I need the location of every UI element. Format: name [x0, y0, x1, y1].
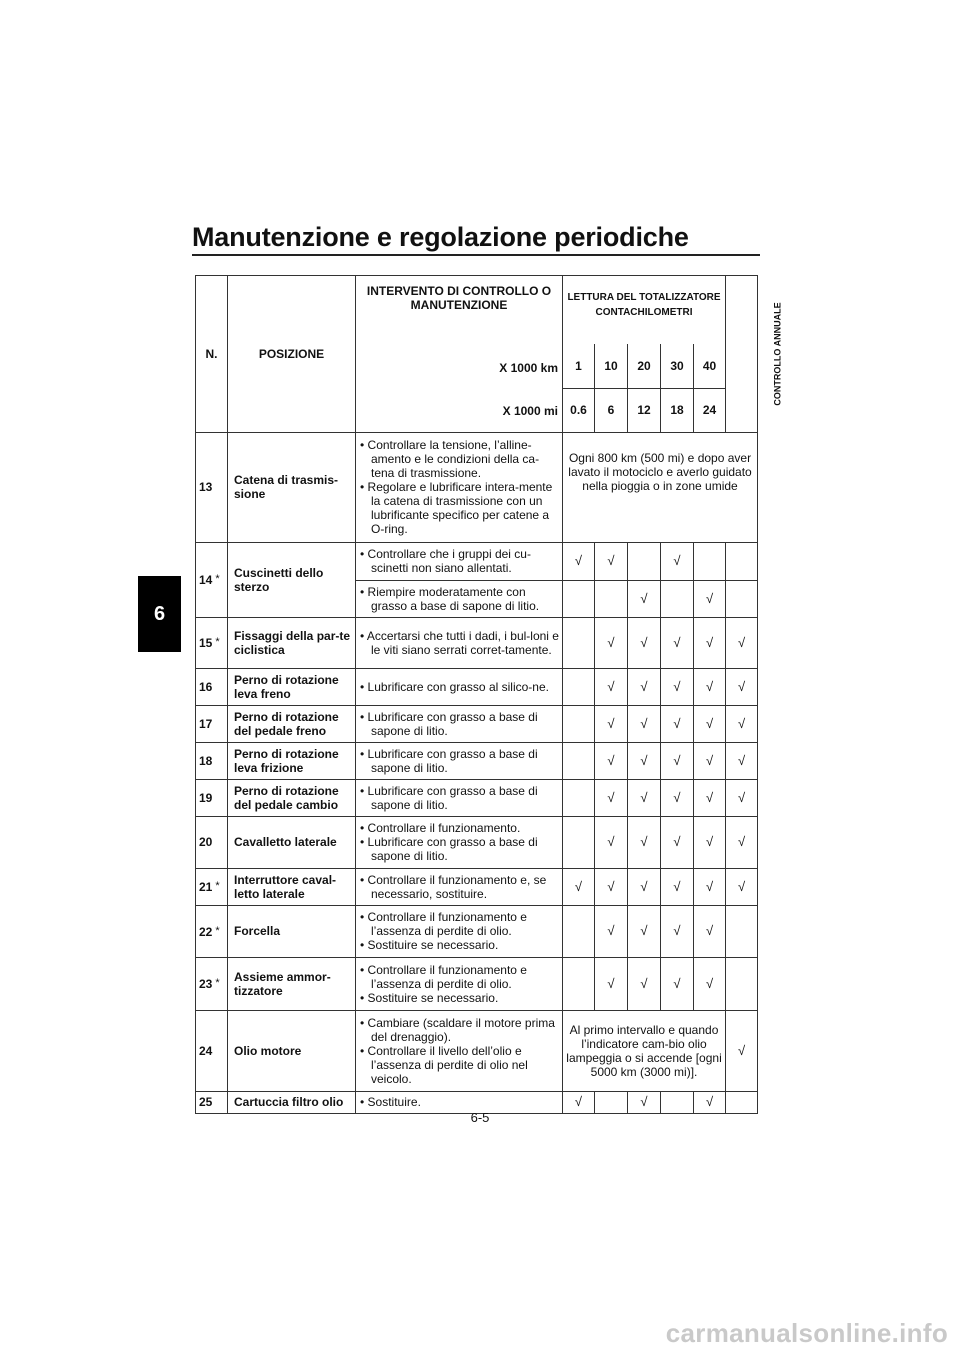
check-empty — [694, 542, 726, 580]
row-position: Olio motore — [228, 1010, 356, 1091]
intervention-item: • Controllare la tensione, l’alline-amento e le condizioni della ca-tena di trasmissione. — [360, 438, 540, 480]
row-intervention: • Controllare il funzionamento e, se necessario, sostituire. — [356, 868, 563, 905]
check-mark: √ — [628, 905, 661, 957]
row-number: 16 — [196, 668, 228, 705]
check-mark: √ — [661, 779, 694, 816]
check-mark: √ — [628, 957, 661, 1010]
check-empty — [661, 580, 694, 617]
check-mark: √ — [563, 1091, 595, 1113]
row-intervention: • Accertarsi che tutti i dadi, i bul-loni e le viti siano serrati corret-tamente. — [356, 617, 563, 668]
check-mark: √ — [726, 617, 758, 668]
row-position: Perno di rotazione del pedale cambio — [228, 779, 356, 816]
row-number: 21 * — [196, 868, 228, 905]
check-mark: √ — [726, 742, 758, 779]
row-intervention: • Lubrificare con grasso a base di sapone di litio. — [356, 779, 563, 816]
maintenance-table — [195, 275, 783, 1114]
check-mark: √ — [694, 705, 726, 742]
row-position: Fissaggi della par-te ciclistica — [228, 617, 356, 668]
page-title: Manutenzione e regolazione periodiche — [192, 222, 689, 252]
check-mark: √ — [595, 617, 628, 668]
table-row — [196, 705, 758, 742]
check-mark: √ — [628, 742, 661, 779]
check-mark: √ — [726, 816, 758, 868]
row-number: 20 — [196, 816, 228, 868]
page-number: 6-5 — [470, 1110, 490, 1125]
row-intervention: • Controllare il funzionamento e l’assenza di perdite di olio. • Sostituire se necessario. — [356, 905, 563, 957]
row-number: 17 — [196, 705, 228, 742]
row-number: 18 — [196, 742, 228, 779]
check-mark: √ — [694, 779, 726, 816]
row-intervention: • Cambiare (scaldare il motore prima del drenaggio). • Controllare il livello dell’olio e l’assenza di perdite di olio nel veicolo. — [356, 1010, 563, 1091]
row-position: Perno di rotazione del pedale freno — [228, 705, 356, 742]
header-annuale-label: CONTROLLO ANNUALE — [772, 302, 783, 406]
row-number: 23 * — [196, 957, 228, 1010]
row-intervention — [356, 432, 563, 542]
check-empty — [563, 779, 595, 816]
interval-note: Al primo intervallo e quando l’indicatore cam-bio olio lampeggia o si accende [ogni 5000 km (3000 mi)]. — [563, 1010, 726, 1091]
check-empty — [726, 957, 758, 1010]
row-position: Assieme ammor-tizzatore — [228, 957, 356, 1010]
check-empty — [563, 742, 595, 779]
row-position: Perno di rotazione leva frizione — [228, 742, 356, 779]
check-mark: √ — [694, 617, 726, 668]
row-position: Catena di trasmis-sione — [228, 432, 356, 542]
check-empty — [563, 705, 595, 742]
row-position: Cartuccia filtro olio — [228, 1091, 356, 1113]
check-mark: √ — [694, 580, 726, 617]
table-row — [196, 742, 758, 779]
table-row — [196, 432, 758, 542]
check-mark: √ — [661, 542, 694, 580]
row-intervention: • Riempire moderatamente con grasso a base di sapone di litio. — [356, 580, 563, 617]
header-intervento — [356, 276, 563, 433]
header-mi-24: 24 — [694, 388, 726, 432]
check-mark: √ — [628, 617, 661, 668]
header-km-40: 40 — [694, 344, 726, 388]
table-row — [196, 905, 758, 957]
header-km-10: 10 — [595, 344, 628, 388]
check-mark: √ — [628, 705, 661, 742]
row-intervention: • Lubrificare con grasso a base di sapone di litio. — [356, 742, 563, 779]
check-empty — [726, 542, 758, 580]
check-empty — [726, 580, 758, 617]
header-posizione: POSIZIONE — [228, 276, 356, 433]
header-km-1: 1 — [563, 344, 595, 388]
check-mark: √ — [661, 617, 694, 668]
check-mark: √ — [661, 957, 694, 1010]
check-mark: √ — [694, 905, 726, 957]
check-mark: √ — [694, 1091, 726, 1113]
check-mark: √ — [628, 868, 661, 905]
check-empty — [563, 617, 595, 668]
check-mark: √ — [694, 816, 726, 868]
watermark: carmanualsonline.info — [665, 1318, 948, 1348]
row-intervention: • Sostituire. — [356, 1091, 563, 1113]
row-position: Interruttore caval-letto laterale — [228, 868, 356, 905]
check-mark: √ — [595, 957, 628, 1010]
check-empty — [563, 816, 595, 868]
check-mark: √ — [595, 868, 628, 905]
table-row — [196, 816, 758, 868]
check-mark: √ — [661, 705, 694, 742]
row-number: 15 * — [196, 617, 228, 668]
title-rule — [192, 254, 760, 256]
check-mark: √ — [563, 868, 595, 905]
row-number: 14 * — [196, 542, 228, 617]
header-annuale — [726, 276, 783, 433]
check-empty — [563, 668, 595, 705]
check-mark: √ — [595, 816, 628, 868]
header-mi-label: X 1000 mi — [502, 403, 558, 418]
header-km-20: 20 — [628, 344, 661, 388]
header-km-30: 30 — [661, 344, 694, 388]
row-position: Perno di rotazione leva freno — [228, 668, 356, 705]
check-mark: √ — [726, 705, 758, 742]
row-number: 19 — [196, 779, 228, 816]
row-position: Forcella — [228, 905, 356, 957]
table-row — [196, 617, 758, 668]
row-number: 24 — [196, 1010, 228, 1091]
check-mark: √ — [595, 705, 628, 742]
header-n: N. — [196, 276, 228, 433]
check-mark: √ — [595, 779, 628, 816]
check-empty — [563, 905, 595, 957]
intervention-item: • Regolare e lubrificare intera-mente la catena di trasmissione con un lubrificante specifico per catene a O-ring. — [360, 480, 553, 536]
check-mark: √ — [661, 905, 694, 957]
row-intervention: • Controllare che i gruppi dei cu-scinetti non siano allentati. — [356, 542, 563, 580]
check-empty — [726, 905, 758, 957]
check-mark: √ — [563, 542, 595, 580]
check-mark: √ — [694, 957, 726, 1010]
check-mark: √ — [726, 779, 758, 816]
check-mark: √ — [661, 816, 694, 868]
check-mark: √ — [595, 905, 628, 957]
row-position: Cuscinetti dello sterzo — [228, 542, 356, 617]
check-mark: √ — [661, 742, 694, 779]
header-intervento-label: INTERVENTO DI CONTROLLO O MANUTENZIONE — [366, 283, 552, 312]
check-mark: √ — [595, 668, 628, 705]
check-mark: √ — [726, 668, 758, 705]
header-lettura: LETTURA DEL TOTALIZZATORE CONTACHILOMETRI — [563, 276, 726, 345]
check-empty — [595, 580, 628, 617]
check-mark: √ — [595, 742, 628, 779]
check-mark: √ — [726, 1010, 758, 1091]
table-row — [196, 957, 758, 1010]
check-mark: √ — [694, 742, 726, 779]
interval-note: Ogni 800 km (500 mi) e dopo aver lavato il motociclo e averlo guidato nella pioggia o in zone umide — [563, 432, 758, 542]
header-mi-6: 6 — [595, 388, 628, 432]
check-mark: √ — [595, 542, 628, 580]
table-row — [196, 668, 758, 705]
table-row — [196, 868, 758, 905]
chapter-tab: 6 — [138, 576, 181, 652]
header-km-label: X 1000 km — [499, 360, 558, 375]
row-intervention: • Controllare il funzionamento. • Lubrificare con grasso a base di sapone di litio. — [356, 816, 563, 868]
header-mi-0-6: 0.6 — [563, 388, 595, 432]
check-mark: √ — [726, 868, 758, 905]
check-mark: √ — [628, 1091, 661, 1113]
check-mark: √ — [661, 668, 694, 705]
row-number: 25 — [196, 1091, 228, 1113]
row-intervention: • Controllare il funzionamento e l’assenza di perdite di olio. • Sostituire se necessario. — [356, 957, 563, 1010]
check-mark: √ — [661, 868, 694, 905]
check-mark: √ — [628, 668, 661, 705]
table-row — [196, 1010, 758, 1091]
check-mark: √ — [628, 779, 661, 816]
check-mark: √ — [694, 668, 726, 705]
table-row — [196, 542, 758, 580]
check-empty — [563, 580, 595, 617]
check-mark: √ — [628, 580, 661, 617]
check-mark: √ — [694, 868, 726, 905]
row-position: Cavalletto laterale — [228, 816, 356, 868]
header-mi-12: 12 — [628, 388, 661, 432]
check-empty — [563, 957, 595, 1010]
check-empty — [628, 542, 661, 580]
table-row — [196, 779, 758, 816]
header-mi-18: 18 — [661, 388, 694, 432]
check-mark: √ — [628, 816, 661, 868]
row-number: 13 — [196, 432, 228, 542]
row-intervention: • Lubrificare con grasso al silico-ne. — [356, 668, 563, 705]
row-number: 22 * — [196, 905, 228, 957]
row-intervention: • Lubrificare con grasso a base di sapone di litio. — [356, 705, 563, 742]
